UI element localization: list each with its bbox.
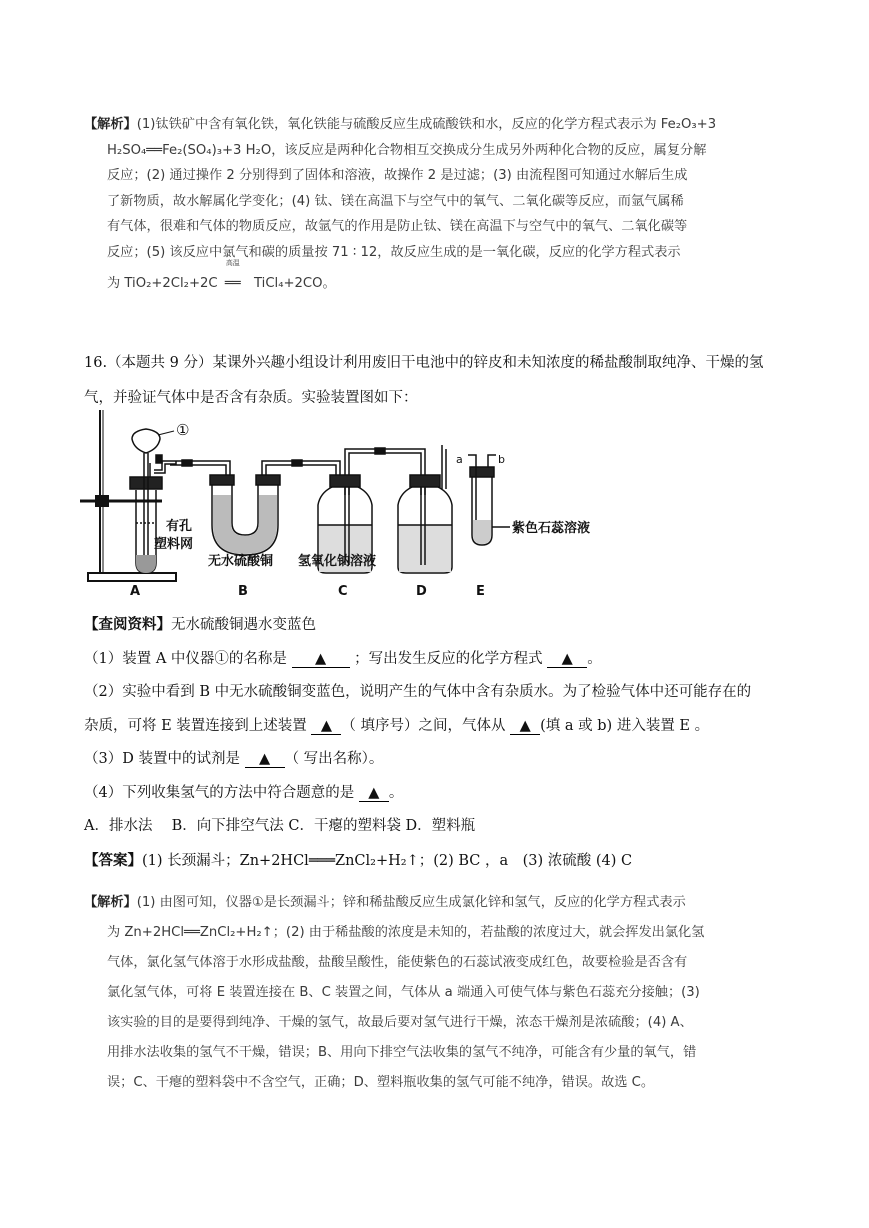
label-anhydrous-copper-sulfate: 无水硫酸铜: [208, 554, 274, 569]
answer-blank[interactable]: ▲: [292, 651, 350, 668]
analysis-line: H₂SO₄══Fe₂(SO₄)₃+3 H₂O，该反应是两种化合物相互交换成分生成另外两种化合物的反应，属复分解: [107, 142, 707, 158]
analysis-line: (1)钛铁矿中含有氧化铁，氧化铁能与硫酸反应生成硫酸铁和水，反应的化学方程式表示为 Fe₂O₃+3: [136, 117, 717, 132]
part2-text: (填 a 或 b) 进入装置 E 。: [540, 717, 710, 734]
answer-blank[interactable]: ▲: [359, 785, 389, 802]
analysis-prefix: 【解析】: [84, 117, 137, 132]
analysis-line: 反应；(2) 通过操作 2 分别得到了固体和溶液，故操作 2 是过滤；(3) 由流程图可知通过水解后生成: [107, 168, 688, 183]
answer-blank[interactable]: ▲: [245, 751, 285, 768]
analysis-line: 为 Zn+2HCl══ZnCl₂+H₂↑；(2) 由于稀盐酸的浓度是未知的，若盐酸的浓度过大，就会挥发出氯化氢: [107, 925, 705, 940]
letter-b: B: [238, 584, 248, 599]
analysis-line: 有气体，很难和气体的物质反应，故氩气的作用是防止钛、镁在高温下与空气中的氧气、二氧化碳等: [107, 219, 688, 234]
port-label-a: a: [456, 453, 463, 466]
letter-d: D: [416, 584, 427, 599]
question-line: 16.（本题共 9 分）某课外兴趣小组设计利用废旧干电池中的锌皮和未知浓度的稀盐酸制取纯净、干燥的氢: [84, 355, 764, 371]
answer-blank[interactable]: ▲: [510, 718, 540, 735]
answer-text: (1) 长颈漏斗；Zn+2HCl═══ZnCl₂+H₂↑；(2) BC ，a (3) 浓硫酸 (4) C: [142, 852, 633, 869]
iron-stand: [80, 410, 176, 581]
analysis-line: 该实验的目的是要得到纯净、干燥的氢气，故最后要对氢气进行干燥，浓态干燥剂是浓硫酸；(4) A、: [107, 1015, 693, 1030]
part2-text: （2）实验中看到 B 中无水硫酸铜变蓝色，说明产生的气体中含有杂质水。为了检验气体中还可能存在的: [84, 684, 752, 700]
lookup-text: 无水硫酸铜遇水变蓝色: [171, 617, 316, 633]
question-line: 气，并验证气体中是否含有杂质。实验装置图如下：: [84, 390, 418, 406]
analysis-block-1: [84, 112, 844, 297]
apparatus-diagram: [70, 405, 630, 600]
port-label-b: b: [498, 453, 505, 466]
label-net-1: 有孔: [166, 519, 193, 534]
letter-c: C: [338, 584, 348, 599]
analysis-line: 气体，氯化氢气体溶于水形成盐酸，盐酸呈酸性，能使紫色的石蕊试液变成红色，故要检验是否含有: [107, 955, 688, 970]
reaction-condition: 高温: [225, 259, 240, 267]
equation-right: TiCl₄+2CO。: [254, 276, 336, 291]
analysis-line: 误；C、干瘪的塑料袋中不含空气，正确；D、塑料瓶收集的氢气可能不纯净，错误。故选 C。: [107, 1075, 655, 1090]
analysis-block-2: [84, 888, 844, 1098]
part3-text: （3）D 装置中的试剂是: [84, 751, 240, 767]
analysis-line: 了新物质，故水解属化学变化；(4) 钛、镁在高温下与空气中的氧气、二氧化碳等反应，而氩气属稀: [107, 193, 684, 209]
u-tube-b: [210, 475, 280, 555]
analysis-line: (1) 由图可知，仪器①是长颈漏斗；锌和稀盐酸反应生成氯化锌和氢气，反应的化学方程式表示: [136, 895, 686, 910]
part1-text: （1）装置 A 中仪器①的名称是: [84, 650, 287, 667]
answer-title: 【答案】: [84, 851, 142, 869]
part1-text: ；写出发生反应的化学方程式: [354, 650, 543, 667]
label-litmus-solution: 紫色石蕊溶液: [512, 521, 591, 536]
question-parts: [84, 608, 854, 878]
answer-blank[interactable]: ▲: [547, 651, 587, 668]
part2-text: 杂质，可将 E 装置连接到上述装置: [84, 717, 307, 734]
part4-text: （4）下列收集氢气的方法中符合题意的是: [84, 784, 355, 801]
label-sodium-hydroxide: 氢氧化钠溶液: [298, 554, 377, 569]
analysis-line: 用排水法收集的氢气不干燥，错误；B、用向下排空气法收集的氢气不纯净，可能含有少量的氧气，错: [107, 1045, 697, 1060]
analysis-prefix: 【解析】: [84, 895, 137, 910]
test-tube-e: [468, 455, 510, 545]
answer-blank[interactable]: ▲: [311, 718, 341, 735]
analysis-line: 氯化氢气体，可将 E 装置连接在 B、C 装置之间，气体从 a 端通入可使气体与紫色石蕊充分接触；(3): [107, 985, 700, 1000]
equals-sign: ══: [224, 276, 241, 291]
part3-text: （ 写出名称）。: [284, 751, 384, 767]
lookup-title: 【查阅资料】: [84, 616, 171, 633]
part2-text: （ 填序号）之间，气体从: [341, 717, 506, 734]
part1-text: 。: [587, 650, 602, 667]
analysis-line: 反应；(5) 该反应中氯气和碳的质量按 71 ∶ 12，故反应生成的是一氧化碳，反应的化学方程式表示: [107, 244, 681, 260]
equation-left: 为 TiO₂+2Cl₂+2C: [107, 276, 218, 291]
letter-a: A: [130, 584, 141, 599]
letter-e: E: [476, 584, 485, 599]
options-line: A．排水法 B．向下排空气法 C．干瘪的塑料袋 D．塑料瓶: [84, 818, 476, 834]
instrument-marker: ①: [176, 421, 190, 439]
label-net-2: 塑料网: [154, 537, 194, 552]
part4-text: 。: [388, 784, 404, 801]
gas-bottle-d: [398, 475, 452, 573]
